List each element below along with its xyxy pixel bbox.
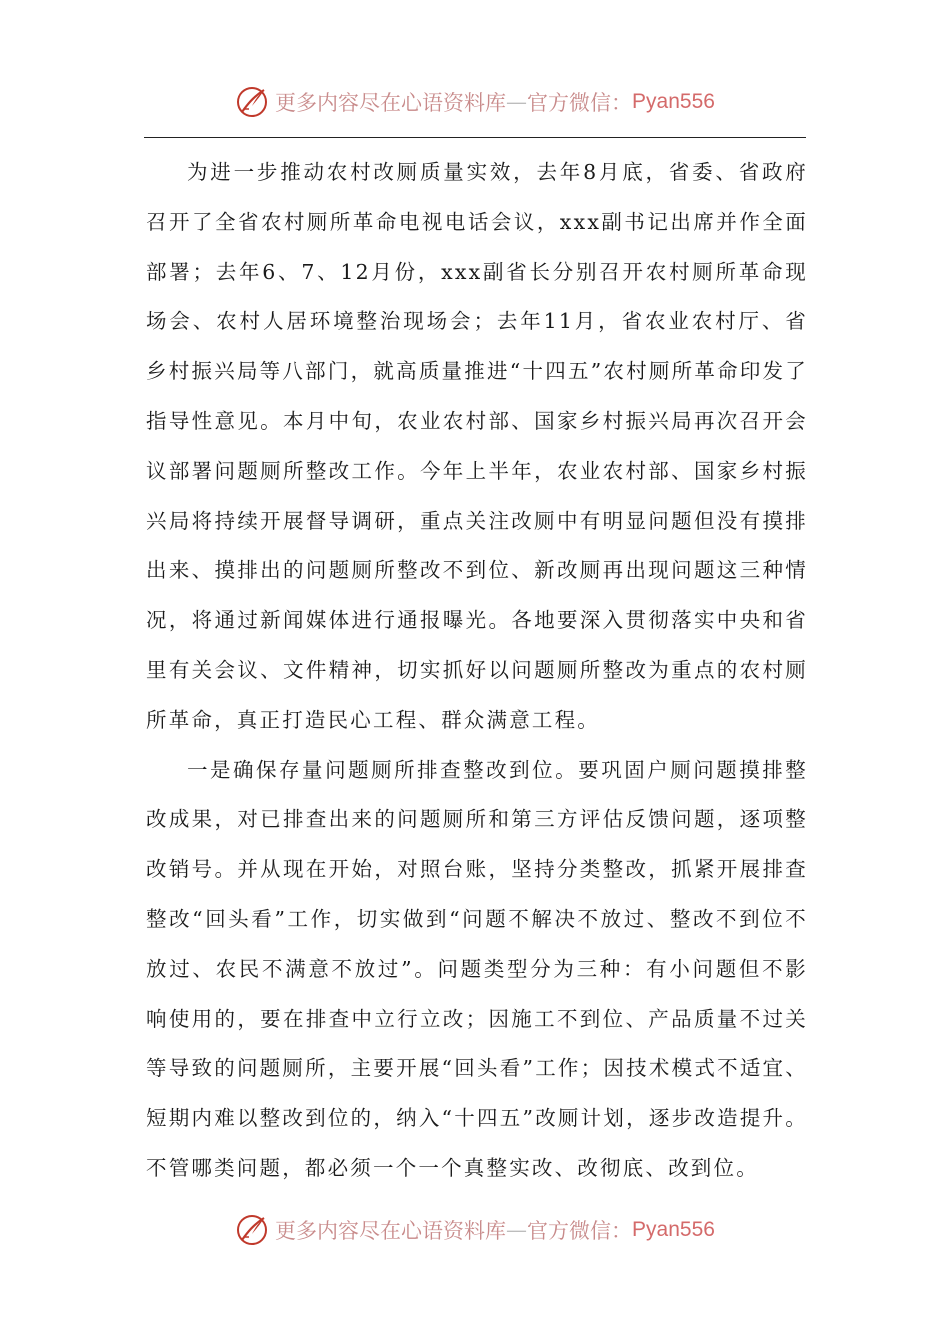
banner-separator: — (506, 90, 528, 114)
banner-wechat-label: 官方微信： (527, 1219, 633, 1243)
header-divider (144, 137, 806, 138)
quill-logo-icon (235, 1213, 269, 1247)
document-body (146, 148, 808, 1194)
banner-wechat-label: 官方微信： (527, 91, 633, 115)
banner-separator: — (506, 1218, 528, 1242)
banner-wechat-id: Pyan556 (632, 1218, 715, 1241)
banner-site-text: 更多内容尽在心语资料库 (275, 1219, 507, 1243)
banner-site-text: 更多内容尽在心语资料库 (275, 91, 507, 115)
footer-banner (0, 1210, 950, 1250)
header-banner (0, 82, 950, 122)
paragraph-point-one: 一是确保存量问题厕所排查整改到位。要巩固户厕问题摸排整改成果，对已排查出来的问题厕所和第三方评估反馈问题，逐项整改销号。并从现在开始，对照台账，坚持分类整改，抓紧开展排查整改“回头看”工作，切实做到“问题不解决不放过、整改不到位不放过、农民不满意不放过”。问题类型分为三种：有小问题但不影响使用的，要在排查中立行立改；因施工不到位、产品质量不过关等导致的问题厕所，主要开展“回头看”工作；因技术模式不适宜、短期内难以整改到位的，纳入“十四五”改厕计划，逐步改造提升。不管哪类问题，都必须一个一个真整实改、改彻底、改到位。 (146, 757, 808, 1180)
paragraph-intro: 为进一步推动农村改厕质量实效，去年8月底，省委、省政府召开了全省农村厕所革命电视电话会议，xxx副书记出席并作全面部署；去年6、7、12月份，xxx副省长分别召开农村厕所革命现场会、农村人居环境整治现场会；去年11月，省农业农村厅、省乡村振兴局等八部门，就高质量推进“十四五”农村厕所革命印发了指导性意见。本月中旬，农业农村部、国家乡村振兴局再次召开会议部署问题厕所整改工作。今年上半年，农业农村部、国家乡村振兴局将持续开展督导调研，重点关注改厕中有明显问题但没有摸排出来、摸排出的问题厕所整改不到位、新改厕再出现问题这三种情况，将通过新闻媒体进行通报曝光。各地要深入贯彻落实中央和省里有关会议、文件精神，切实抓好以问题厕所整改为重点的农村厕所革命，真正打造民心工程、群众满意工程。 (146, 160, 808, 732)
quill-logo-icon (235, 85, 269, 119)
banner-wechat-id: Pyan556 (632, 90, 715, 113)
